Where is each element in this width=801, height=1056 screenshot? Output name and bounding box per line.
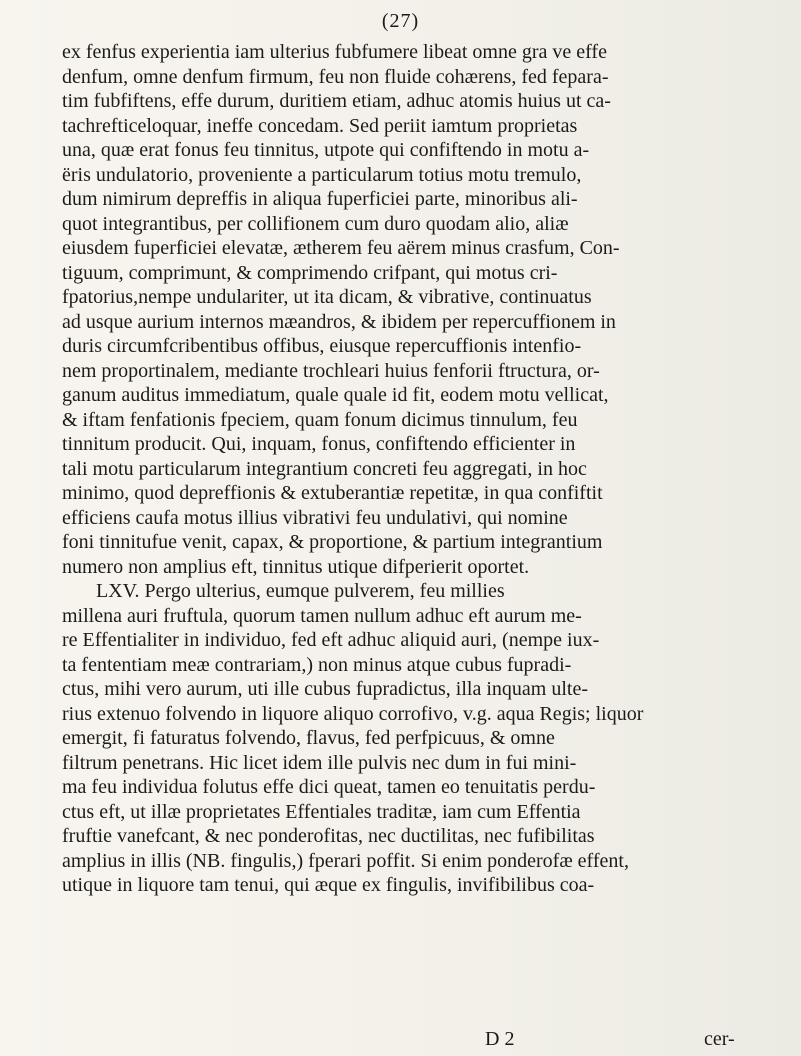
text-line: fpatorius,nempe undulariter, ut ita dicam, & vibrative, continuatus xyxy=(62,286,592,308)
text-line: quot integrantibus, per collifionem cum duro quodam alio, aliæ xyxy=(62,212,569,235)
text-line: utique in liquore tam tenui, qui æque ex fingulis, invifibilibus coa- xyxy=(62,874,595,896)
text-line: LXV. Pergo ulterius, eumque pulverem, feu millies xyxy=(96,580,505,602)
text-line: tali motu particularum integrantium concreti feu aggregati, in hoc xyxy=(62,457,587,480)
text-line: fruftie vanefcant, & nec ponderofitas, nec ductilitas, nec fufibilitas xyxy=(62,825,595,847)
text-line: duris circumfcribentibus offibus, eiusque repercuffionis intenfio- xyxy=(62,335,582,357)
text-line: emergit, fi faturatus folvendo, flavus, fed perfpicuus, & omne xyxy=(62,727,555,749)
text-line: una, quæ erat fonus feu tinnitus, utpote qui confiftendo in motu a- xyxy=(62,139,590,161)
text-line: foni tinnitufue venit, capax, & proportione, & partium integrantium xyxy=(62,531,603,553)
text-line: minimo, quod depreffionis & extuberantiæ repetitæ, in qua confiftit xyxy=(62,482,603,504)
text-line: ctus eft, ut illæ proprietates Effentiales traditæ, iam cum Effentia xyxy=(62,800,581,823)
text-line: ctus, mihi vero aurum, uti ille cubus fupradictus, illa inquam ulte- xyxy=(62,678,588,700)
text-line: nem proportinalem, mediante trochleari huius fenforii ftructura, or- xyxy=(62,359,600,382)
text-line: re Effentialiter in individuo, fed eft adhuc aliquid auri, (nempe iux- xyxy=(62,629,600,651)
text-line: denfum, omne denfum firmum, feu non fluide cohærens, fed fepara- xyxy=(62,65,609,88)
text-line: efficiens caufa motus illius vibrativi feu undulativi, qui nomine xyxy=(62,506,568,529)
text-line: tiguum, comprimunt, & comprimendo crifpant, qui motus cri- xyxy=(62,261,558,284)
text-line: tim fubfiftens, effe durum, duritiem etiam, adhuc atomis huius ut ca- xyxy=(62,90,611,112)
text-line: ex fenfus experientia iam ulterius fubfumere libeat omne gra ve effe xyxy=(62,41,607,63)
catchword: cer- xyxy=(704,1028,735,1050)
text-line: ma feu individua folutus effe dici queat, tamen eo tenuitatis perdu- xyxy=(62,776,596,798)
text-line: amplius in illis (NB. fingulis,) fperari poffit. Si enim ponderofæ effent, xyxy=(62,849,629,872)
text-line: ganum auditus immediatum, quale quale id fit, eodem motu vellicat, xyxy=(62,384,609,406)
page-footer xyxy=(0,1028,801,1054)
text-line: filtrum penetrans. Hic licet idem ille pulvis nec dum in fui mini- xyxy=(62,751,577,774)
text-line: dum nimirum depreffis in aliqua fuperficiei parte, minoribus ali- xyxy=(62,188,578,210)
signature-mark: D 2 xyxy=(485,1028,515,1050)
text-line: millena auri fruftula, quorum tamen nullum adhuc eft aurum me- xyxy=(62,604,582,627)
text-line: ta fententiam meæ contrariam,) non minus atque cubus fupradi- xyxy=(62,653,572,676)
text-line: eiusdem fuperficiei elevatæ, ætherem feu aërem minus crasfum, Con- xyxy=(62,237,620,259)
text-line: & iftam fenfationis fpeciem, quam fonum dicimus tinnulum, feu xyxy=(62,408,578,431)
page-body-text xyxy=(62,40,778,898)
text-line: ad usque aurium internos mæandros, & ibidem per repercuffionem in xyxy=(62,310,616,333)
page-number-header: (27) xyxy=(381,10,420,32)
text-line: ëris undulatorio, proveniente a particularum totius motu tremulo, xyxy=(62,163,582,186)
text-line: tinnitum producit. Qui, inquam, fonus, confiftendo efficienter in xyxy=(62,433,576,455)
text-line: numero non amplius eft, tinnitus utique difperierit oportet. xyxy=(62,555,530,578)
text-line: tachrefticeloquar, ineffe concedam. Sed periit iamtum proprietas xyxy=(62,114,578,137)
text-line: rius extenuo folvendo in liquore aliquo corrofivo, v.g. aqua Regis; liquor xyxy=(62,702,644,725)
